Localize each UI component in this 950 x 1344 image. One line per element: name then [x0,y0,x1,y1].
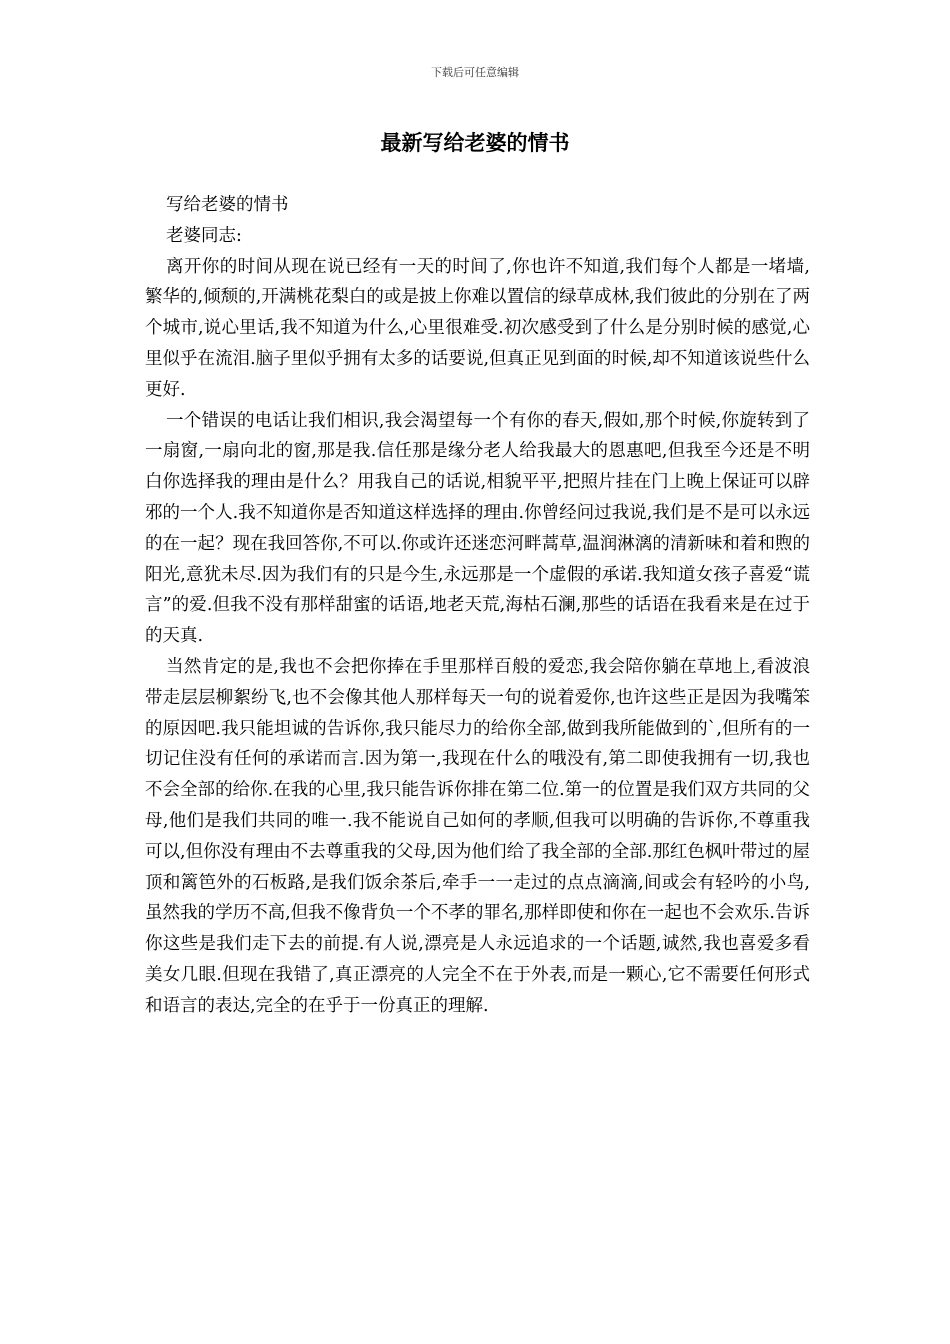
paragraph: 离开你的时间从现在说已经有一天的时间了,你也许不知道,我们每个人都是一堵墙,繁华的,倾颓的,开满桃花梨白的或是披上你难以置信的绿草成林,我们彼此的分别在了两个城市,说心里话,我不知道为什么,心里很难受.初次感受到了什么是分别时候的感觉,心里似乎在流泪.脑子里似乎拥有太多的话要说,但真正见到面的时候,却不知道该说些什么更好. [145,256,810,400]
document-title: 最新写给老婆的情书 [380,130,570,155]
paragraph-salutation: 老婆同志: [166,225,242,246]
paragraph: 当然肯定的是,我也不会把你捧在手里那样百般的爱恋,我会陪你躺在草地上,看波浪带走层层柳絮纷飞,也不会像其他人那样每天一句的说着爱你,也许这些正是因为我嘴笨的原因吧.我只能坦诚的告诉你,我只能尽力的给你全部,做到我所能做到的`,但所有的一切记住没有任何的承诺而言.因为第一,我现在什么的哦没有,第二即使我拥有一切,我也不会全部的给你.在我的心里,我只能告诉你排在第二位.第一的位置是我们双方共同的父母,他们是我们共同的唯一.我不能说自己如何的孝顺,但我可以明确的告诉你,不尊重我可以,但你没有理由不去尊重我的父母,因为他们给了我全部的全部.那红色枫叶带过的屋顶和篱笆外的石板路,是我们饭余茶后,牵手一一走过的点点滴滴,间或会有轻吟的小鸟,虽然我的学历不高,但我不像背负一个不孝的罪名,那样即使和你在一起也不会欢乐.告诉你这些是我们走下去的前提.有人说,漂亮是人永远追求的一个话题,诚然,我也喜爱多看美女几眼.但现在我错了,真正漂亮的人完全不在于外表,而是一颗心,它不需要任何形式和语言的表达,完全的在乎于一份真正的理解. [145,656,810,1016]
paragraph: 一个错误的电话让我们相识,我会渴望每一个有你的春天,假如,那个时候,你旋转到了一扇窗,一扇向北的窗,那是我.信任那是缘分老人给我最大的恩惠吧,但我至今还是不明白你选择我的理由是什么？用我自己的话说,相貌平平,把照片挂在门上晚上保证可以辟邪的一个人.我不知道你是否知道这样选择的理由.你曾经问过我说,我们是不是可以永远的在一起？现在我回答你,不可以.你或许还迷恋河畔蒿草,温润淋漓的清新味和着和煦的阳光,意犹未尽.因为我们有的只是今生,永远那是一个虚假的承诺.我知道女孩子喜爱“谎言”的爱.但我不没有那样甜蜜的话语,地老天荒,海枯石澜,那些的话语在我看来是在过于的天真. [145,410,810,647]
paragraph-salutation-title: 写给老婆的情书 [166,195,289,215]
document-body [145,190,810,1022]
header-note: 下载后可任意编辑 [431,66,519,79]
